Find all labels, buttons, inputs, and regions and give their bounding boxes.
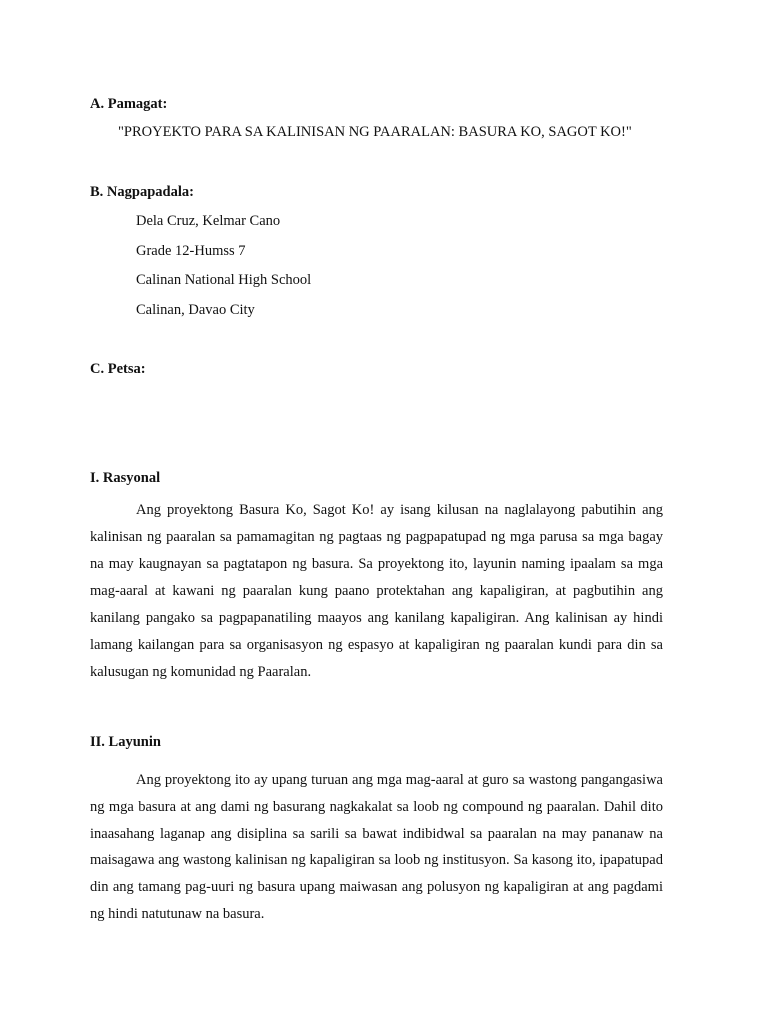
- heading-petsa: C. Petsa:: [90, 361, 146, 377]
- heading-nagpapadala: B. Nagpapadala:: [90, 184, 194, 200]
- sender-name: Dela Cruz, Kelmar Cano: [136, 213, 281, 229]
- heading-layunin: II. Layunin: [90, 734, 161, 750]
- sender-grade: Grade 12-Humss 7: [136, 243, 246, 259]
- project-title: "PROYEKTO PARA SA KALINISAN NG PAARALAN: BASURA KO, SAGOT KO!": [118, 124, 632, 140]
- rasyonal-paragraph: Ang proyektong Basura Ko, Sagot Ko! ay isang kilusan na naglalayong pabutihin ang kalinisan ng paaralan sa pamamagitan ng pagtaas ng pagpapatupad ng mga parusa sa mga bagay na may kaugnayan sa pagtatapon ng basura. Sa proyektong ito, layunin naming ipaalam sa mga mag-aaral at kawani ng paaralan kung paano protektahan ang kapaligiran, at pagbutihin ang kanilang pangako sa pagpapanatiling maayos ang kanilang kapaligiran. Ang kalinisan ay hindi lamang kailangan para sa organisasyon ng espasyo at kapaligiran ng paaralan kundi para din sa kalusugan ng komunidad ng Paaralan.: [90, 502, 663, 680]
- sender-school: Calinan National High School: [136, 272, 312, 288]
- heading-pamagat: A. Pamagat:: [90, 96, 168, 112]
- layunin-paragraph: Ang proyektong ito ay upang turuan ang mga mag-aaral at guro sa wastong pangangasiwa ng mga basura at ang dami ng basurang nagkakalat sa loob ng compound ng paaralan. Dahil dito inaasahang laganap ang disiplina sa sarili sa bawat indibidwal sa paaralan na may pananaw na maisagawa ang wastong kalinisan ng kapaligiran sa loob ng institusyon. Sa kasong ito, ipapatupad din ang tamang pag-uuri ng basura upang maiwasan ang polusyon ng kapaligiran at ang pagdami ng hindi natutunaw na basura.: [90, 772, 663, 922]
- heading-rasyonal: I. Rasyonal: [90, 470, 161, 486]
- sender-address: Calinan, Davao City: [136, 302, 255, 318]
